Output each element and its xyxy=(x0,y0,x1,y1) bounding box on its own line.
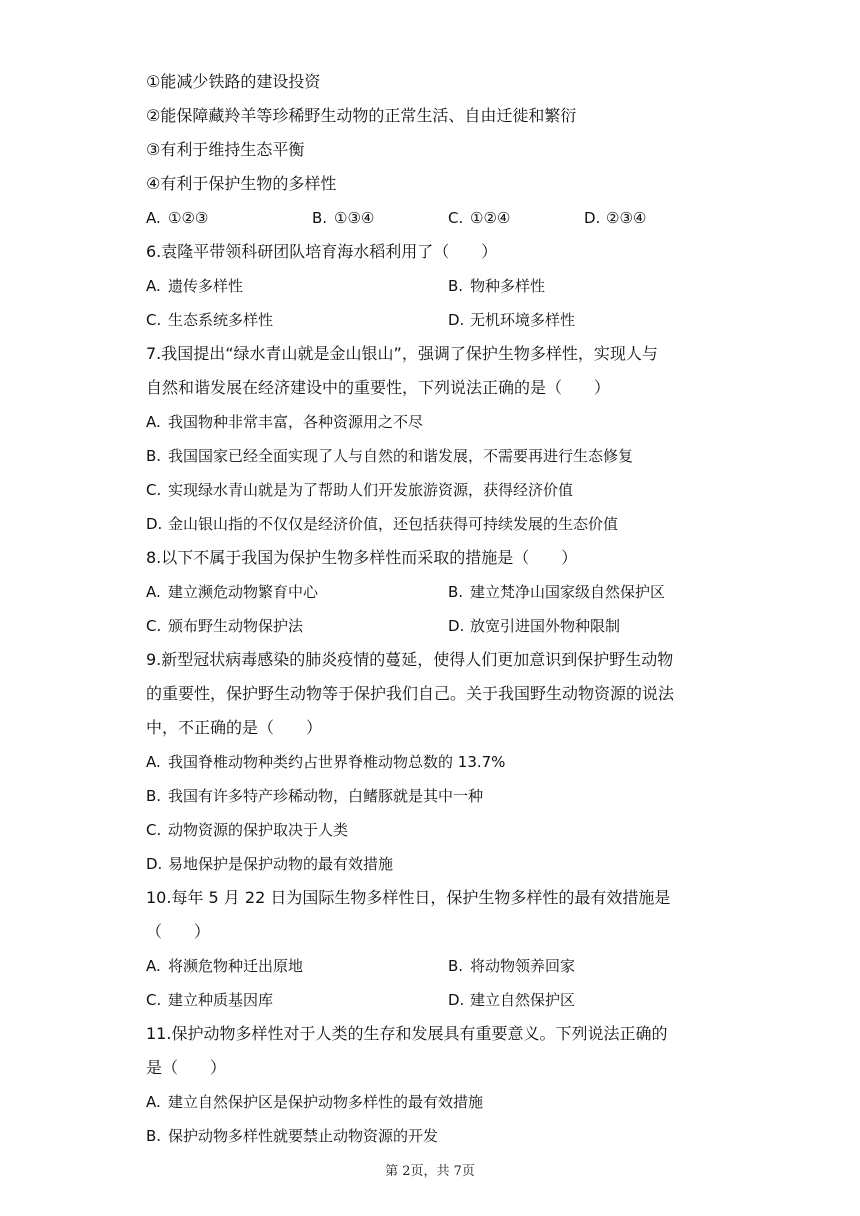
q5-option-c: C. ①②④ xyxy=(448,209,511,227)
q7-stem-line-2: 自然和谐发展在经济建设中的重要性，下列说法正确的是（ ） xyxy=(146,378,611,397)
q7-option-d: D. 金山银山指的不仅仅是经济价值，还包括获得可持续发展的生态价值 xyxy=(146,515,619,533)
q9-option-b: B. 我国有许多特产珍稀动物，白鳍豚就是其中一种 xyxy=(146,787,484,805)
q8-option-b: B. 建立梵净山国家级自然保护区 xyxy=(448,583,666,601)
q11-stem-line-2: 是（ ） xyxy=(146,1058,227,1077)
q10-option-d: D. 建立自然保护区 xyxy=(448,991,576,1009)
q7-option-b: B. 我国国家已经全面实现了人与自然的和谐发展，不需要再进行生态修复 xyxy=(146,447,634,465)
q5-option-a: A. ①②③ xyxy=(146,209,209,227)
q8-option-d: D. 放宽引进国外物种限制 xyxy=(448,617,621,635)
q6-option-b: B. 物种多样性 xyxy=(448,277,546,295)
q9-option-d: D. 易地保护是保护动物的最有效措施 xyxy=(146,855,394,873)
q10-stem-line-2: （ ） xyxy=(146,922,211,941)
q6-option-a: A. 遗传多样性 xyxy=(146,277,244,295)
q8-option-a: A. 建立濒危动物繁育中心 xyxy=(146,583,319,601)
q5-option-d: D. ②③④ xyxy=(584,209,647,227)
q5-option-b: B. ①③④ xyxy=(312,209,375,227)
q9-stem-line-1: 9.新型冠状病毒感染的肺炎疫情的蔓延，使得人们更加意识到保护野生动物 xyxy=(146,650,674,669)
q7-option-a: A. 我国物种非常丰富，各种资源用之不尽 xyxy=(146,413,424,431)
statement-1: ①能减少铁路的建设投资 xyxy=(146,72,321,91)
statement-4: ④有利于保护生物的多样性 xyxy=(146,174,337,193)
q10-option-a: A. 将濒危物种迁出原地 xyxy=(146,957,304,975)
q9-stem-line-2: 的重要性，保护野生动物等于保护我们自己。关于我国野生动物资源的说法 xyxy=(146,684,675,703)
q9-option-c: C. 动物资源的保护取决于人类 xyxy=(146,821,349,839)
q10-stem-line-1: 10.每年 5 月 22 日为国际生物多样性日，保护生物多样性的最有效措施是 xyxy=(146,888,671,907)
q8-option-c: C. 颁布野生动物保护法 xyxy=(146,617,304,635)
q6-stem: 6.袁隆平带领科研团队培育海水稻利用了（ ） xyxy=(146,242,498,261)
q6-option-c: C. 生态系统多样性 xyxy=(146,311,274,329)
page-footer: 第 2页，共 7页 xyxy=(385,1164,475,1179)
q9-option-a: A. 我国脊椎动物种类约占世界脊椎动物总数的 13.7% xyxy=(146,753,506,771)
q11-stem-line-1: 11.保护动物多样性对于人类的生存和发展具有重要意义。下列说法正确的 xyxy=(146,1024,668,1043)
q8-stem: 8.以下不属于我国为保护生物多样性而采取的措施是（ ） xyxy=(146,548,578,567)
statement-2: ②能保障藏羚羊等珍稀野生动物的正常生活、自由迁徙和繁衍 xyxy=(146,106,577,125)
q11-option-b: B. 保护动物多样性就要禁止动物资源的开发 xyxy=(146,1127,439,1145)
q11-option-a: A. 建立自然保护区是保护动物多样性的最有效措施 xyxy=(146,1093,484,1111)
statement-3: ③有利于维持生态平衡 xyxy=(146,140,305,159)
q10-option-b: B. 将动物领养回家 xyxy=(448,957,576,975)
q10-option-c: C. 建立种质基因库 xyxy=(146,991,274,1009)
q6-option-d: D. 无机环境多样性 xyxy=(448,311,576,329)
q9-stem-line-3: 中，不正确的是（ ） xyxy=(146,718,323,737)
q7-stem-line-1: 7.我国提出“绿水青山就是金山银山”，强调了保护生物多样性，实现人与 xyxy=(146,344,658,363)
q7-option-c: C. 实现绿水青山就是为了帮助人们开发旅游资源，获得经济价值 xyxy=(146,481,574,499)
